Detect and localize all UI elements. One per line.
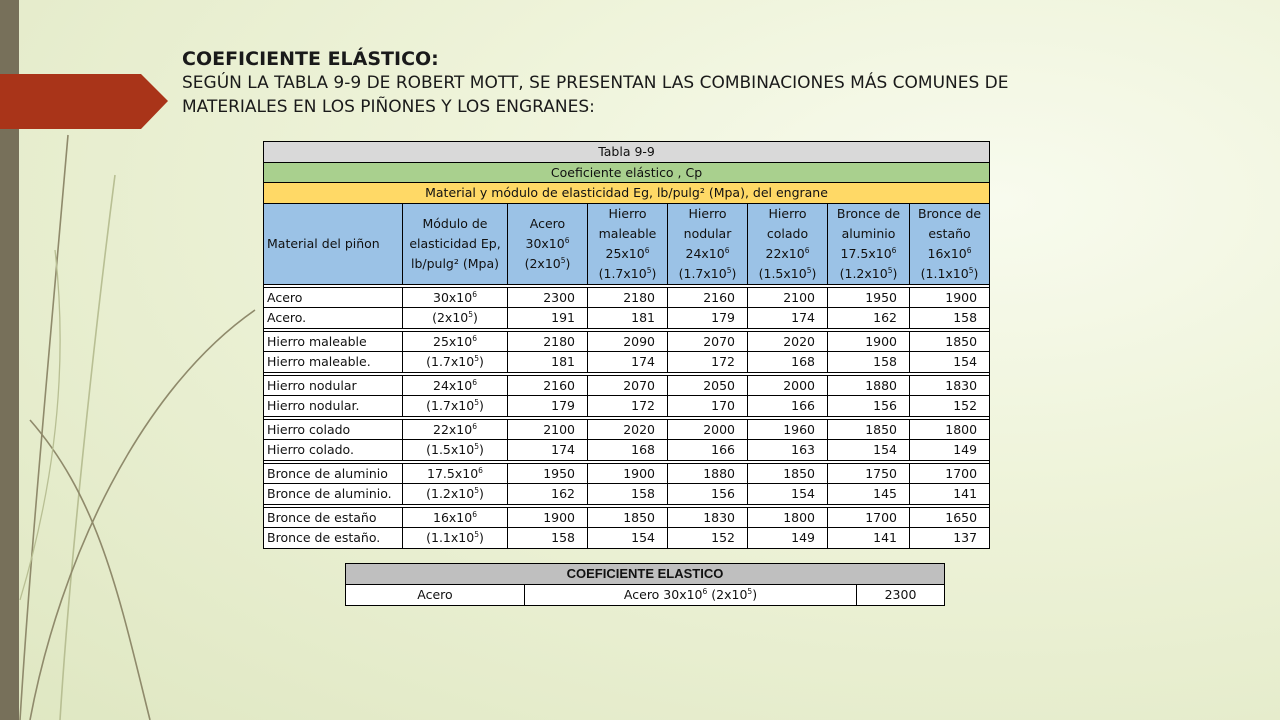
coefficient-cell: 1900 bbox=[508, 507, 588, 528]
gear-header-line: $(2x10^5)$ bbox=[524, 255, 571, 271]
slide-heading bbox=[182, 47, 1012, 119]
pinion-material-cell: Bronce de estaño. bbox=[264, 528, 403, 549]
gear-column-header bbox=[910, 203, 990, 284]
pinion-material-cell: Bronce de estaño bbox=[264, 507, 403, 528]
pinion-material-cell: Hierro colado. bbox=[264, 440, 403, 461]
gear-header-line: aluminio bbox=[841, 225, 896, 241]
modulus-cell: $(1.7x10^5)$ bbox=[403, 396, 508, 417]
modulus-cell: $(1.7x10^5)$ bbox=[403, 352, 508, 373]
coefficient-cell: 156 bbox=[668, 484, 748, 505]
gear-column-header bbox=[508, 203, 588, 284]
coefficient-cell: 2160 bbox=[668, 287, 748, 308]
modulus-cell: $22x10^6$ bbox=[403, 419, 508, 440]
slide-title: COEFICIENTE ELÁSTICO: bbox=[182, 48, 439, 70]
gear-header-line: $(1.2x10^5)$ bbox=[839, 265, 898, 281]
coefficient-cell: 158 bbox=[828, 352, 910, 373]
coefficient-cell: 1830 bbox=[668, 507, 748, 528]
modulus-cell: $30x10^6$ bbox=[403, 287, 508, 308]
gear-header-line: $16x10^6$ bbox=[927, 245, 972, 261]
summary-header: COEFICIENTE ELASTICO bbox=[346, 564, 945, 585]
gear-header-line: $30x10^6$ bbox=[525, 235, 570, 251]
gear-header-line: Hierro bbox=[608, 205, 647, 221]
coefficient-cell: 162 bbox=[508, 484, 588, 505]
coefficient-cell: 2070 bbox=[668, 331, 748, 352]
table-row bbox=[264, 484, 990, 505]
coefficient-cell: 168 bbox=[588, 440, 668, 461]
pinion-material-cell: Hierro maleable. bbox=[264, 352, 403, 373]
gear-header-line: $(1.7x10^5)$ bbox=[598, 265, 657, 281]
gear-header-line: $25x10^6$ bbox=[605, 245, 650, 261]
modulus-header-line: Módulo de bbox=[422, 215, 488, 231]
coefficient-cell: 181 bbox=[508, 352, 588, 373]
coefficient-cell: 2100 bbox=[748, 287, 828, 308]
coefficient-cell: 2180 bbox=[588, 287, 668, 308]
coefficient-cell: 172 bbox=[588, 396, 668, 417]
coefficient-cell: 2020 bbox=[588, 419, 668, 440]
gear-material-header: Material y módulo de elasticidad Eg, lb/pulg² (Mpa), del engrane bbox=[264, 183, 990, 204]
summary-value: 2300 bbox=[857, 584, 945, 605]
coefficient-cell: 1750 bbox=[828, 463, 910, 484]
coefficient-cell: 158 bbox=[588, 484, 668, 505]
coefficient-cell: 1650 bbox=[910, 507, 990, 528]
coefficient-cell: 154 bbox=[828, 440, 910, 461]
coefficient-cell: 2180 bbox=[508, 331, 588, 352]
coefficient-cell: 1700 bbox=[828, 507, 910, 528]
coefficient-cell: 163 bbox=[748, 440, 828, 461]
coefficient-cell: 179 bbox=[668, 308, 748, 329]
modulus-cell: $24x10^6$ bbox=[403, 375, 508, 396]
coefficient-cell: 162 bbox=[828, 308, 910, 329]
summary-material: Acero bbox=[346, 584, 525, 605]
coefficient-cell: 1700 bbox=[910, 463, 990, 484]
gear-column-header bbox=[588, 203, 668, 284]
coefficient-cell: 1900 bbox=[910, 287, 990, 308]
coefficient-cell: 172 bbox=[668, 352, 748, 373]
gear-header-line: $22x10^6$ bbox=[765, 245, 810, 261]
pinion-material-cell: Hierro colado bbox=[264, 419, 403, 440]
coefficient-cell: 2050 bbox=[668, 375, 748, 396]
table-row bbox=[264, 308, 990, 329]
coefficient-cell: 166 bbox=[668, 440, 748, 461]
table-row bbox=[264, 396, 990, 417]
coefficient-cell: 166 bbox=[748, 396, 828, 417]
coefficient-cell: 152 bbox=[668, 528, 748, 549]
table-title: Tabla 9-9 bbox=[264, 142, 990, 163]
coefficient-cell: 2100 bbox=[508, 419, 588, 440]
table-row bbox=[264, 440, 990, 461]
pinion-material-cell: Acero. bbox=[264, 308, 403, 329]
gear-header-line: Hierro bbox=[768, 205, 807, 221]
gear-header-line: colado bbox=[766, 225, 809, 241]
gear-column-header bbox=[668, 203, 748, 284]
elastic-coefficient-table bbox=[263, 141, 990, 549]
table-row bbox=[264, 352, 990, 373]
coefficient-cell: 168 bbox=[748, 352, 828, 373]
coefficient-cell: 1900 bbox=[828, 331, 910, 352]
coefficient-cell: 1850 bbox=[748, 463, 828, 484]
coefficient-cell: 1880 bbox=[668, 463, 748, 484]
coefficient-cell: 2300 bbox=[508, 287, 588, 308]
coefficient-cell: 158 bbox=[910, 308, 990, 329]
modulus-header-line: lb/pulg² (Mpa) bbox=[410, 255, 499, 271]
coefficient-cell: 1800 bbox=[748, 507, 828, 528]
table-row bbox=[264, 375, 990, 396]
coefficient-cell: 2000 bbox=[668, 419, 748, 440]
gear-header-line: maleable bbox=[598, 225, 657, 241]
coefficient-cell: 1850 bbox=[828, 419, 910, 440]
modulus-cell: $(1.2x10^5)$ bbox=[403, 484, 508, 505]
gear-column-header bbox=[828, 203, 910, 284]
coefficient-cell: 152 bbox=[910, 396, 990, 417]
coefficient-cell: 2020 bbox=[748, 331, 828, 352]
coefficient-cell: 2000 bbox=[748, 375, 828, 396]
summary-detail: Acero $30x10^6$ $(2x10^5)$ bbox=[525, 584, 857, 605]
coefficient-cell: 191 bbox=[508, 308, 588, 329]
table-subtitle: Coeficiente elástico , Cp bbox=[264, 162, 990, 183]
coefficient-cell: 141 bbox=[910, 484, 990, 505]
modulus-header bbox=[403, 203, 508, 284]
coefficient-cell: 154 bbox=[588, 528, 668, 549]
coefficient-cell: 1800 bbox=[910, 419, 990, 440]
pinion-material-cell: Hierro nodular bbox=[264, 375, 403, 396]
pinion-material-cell: Hierro maleable bbox=[264, 331, 403, 352]
gear-header-line: Bronce de bbox=[917, 205, 982, 221]
coefficient-cell: 145 bbox=[828, 484, 910, 505]
coefficient-cell: 137 bbox=[910, 528, 990, 549]
coefficient-cell: 174 bbox=[748, 308, 828, 329]
summary-table bbox=[345, 563, 945, 606]
pinion-material-cell: Bronce de aluminio bbox=[264, 463, 403, 484]
coefficient-cell: 1900 bbox=[588, 463, 668, 484]
table-row bbox=[264, 507, 990, 528]
coefficient-cell: 1850 bbox=[588, 507, 668, 528]
coefficient-cell: 1960 bbox=[748, 419, 828, 440]
coefficient-cell: 1850 bbox=[910, 331, 990, 352]
coefficient-cell: 154 bbox=[748, 484, 828, 505]
coefficient-cell: 1830 bbox=[910, 375, 990, 396]
coefficient-cell: 156 bbox=[828, 396, 910, 417]
coefficient-cell: 2090 bbox=[588, 331, 668, 352]
gear-header-line: $24x10^6$ bbox=[685, 245, 730, 261]
pinion-material-cell: Acero bbox=[264, 287, 403, 308]
coefficient-cell: 179 bbox=[508, 396, 588, 417]
modulus-cell: $(1.5x10^5)$ bbox=[403, 440, 508, 461]
pinion-material-cell: Bronce de aluminio. bbox=[264, 484, 403, 505]
table-row bbox=[264, 419, 990, 440]
table-row bbox=[264, 463, 990, 484]
modulus-header-line: elasticidad Ep, bbox=[409, 235, 501, 251]
coefficient-cell: 158 bbox=[508, 528, 588, 549]
coefficient-cell: 181 bbox=[588, 308, 668, 329]
slide-subtitle: SEGÚN LA TABLA 9-9 DE ROBERT MOTT, SE PRESENTAN LAS COMBINACIONES MÁS COMUNES DE MATERIALES EN LOS PIÑONES Y LOS ENGRANES: bbox=[182, 73, 1009, 117]
pinion-material-cell: Hierro nodular. bbox=[264, 396, 403, 417]
table-row bbox=[264, 528, 990, 549]
gear-header-line: $(1.7x10^5)$ bbox=[678, 265, 737, 281]
modulus-cell: $16x10^6$ bbox=[403, 507, 508, 528]
coefficient-cell: 149 bbox=[748, 528, 828, 549]
coefficient-cell: 1880 bbox=[828, 375, 910, 396]
table-row bbox=[264, 331, 990, 352]
coefficient-cell: 141 bbox=[828, 528, 910, 549]
gear-header-line: Bronce de bbox=[836, 205, 901, 221]
gear-header-line: $17.5x10^6$ bbox=[840, 245, 897, 261]
coefficient-cell: 149 bbox=[910, 440, 990, 461]
coefficient-cell: 2070 bbox=[588, 375, 668, 396]
gear-header-line: Hierro bbox=[688, 205, 727, 221]
pinion-material-header: Material del piñon bbox=[264, 203, 403, 284]
coefficient-cell: 170 bbox=[668, 396, 748, 417]
coefficient-cell: 174 bbox=[508, 440, 588, 461]
modulus-cell: $(1.1x10^5)$ bbox=[403, 528, 508, 549]
modulus-cell: $(2x10^5)$ bbox=[403, 308, 508, 329]
modulus-cell: $25x10^6$ bbox=[403, 331, 508, 352]
gear-header-line: $(1.1x10^5)$ bbox=[920, 265, 979, 281]
gear-column-header bbox=[748, 203, 828, 284]
modulus-cell: $17.5x10^6$ bbox=[403, 463, 508, 484]
coefficient-cell: 154 bbox=[910, 352, 990, 373]
gear-header-line: nodular bbox=[683, 225, 732, 241]
coefficient-cell: 1950 bbox=[828, 287, 910, 308]
coefficient-cell: 1950 bbox=[508, 463, 588, 484]
gear-header-line: $(1.5x10^5)$ bbox=[758, 265, 817, 281]
coefficient-cell: 2160 bbox=[508, 375, 588, 396]
table-row bbox=[264, 287, 990, 308]
coefficient-cell: 174 bbox=[588, 352, 668, 373]
gear-header-line: Acero bbox=[529, 215, 566, 231]
gear-header-line: estaño bbox=[928, 225, 971, 241]
red-arrow-shape bbox=[0, 74, 170, 129]
